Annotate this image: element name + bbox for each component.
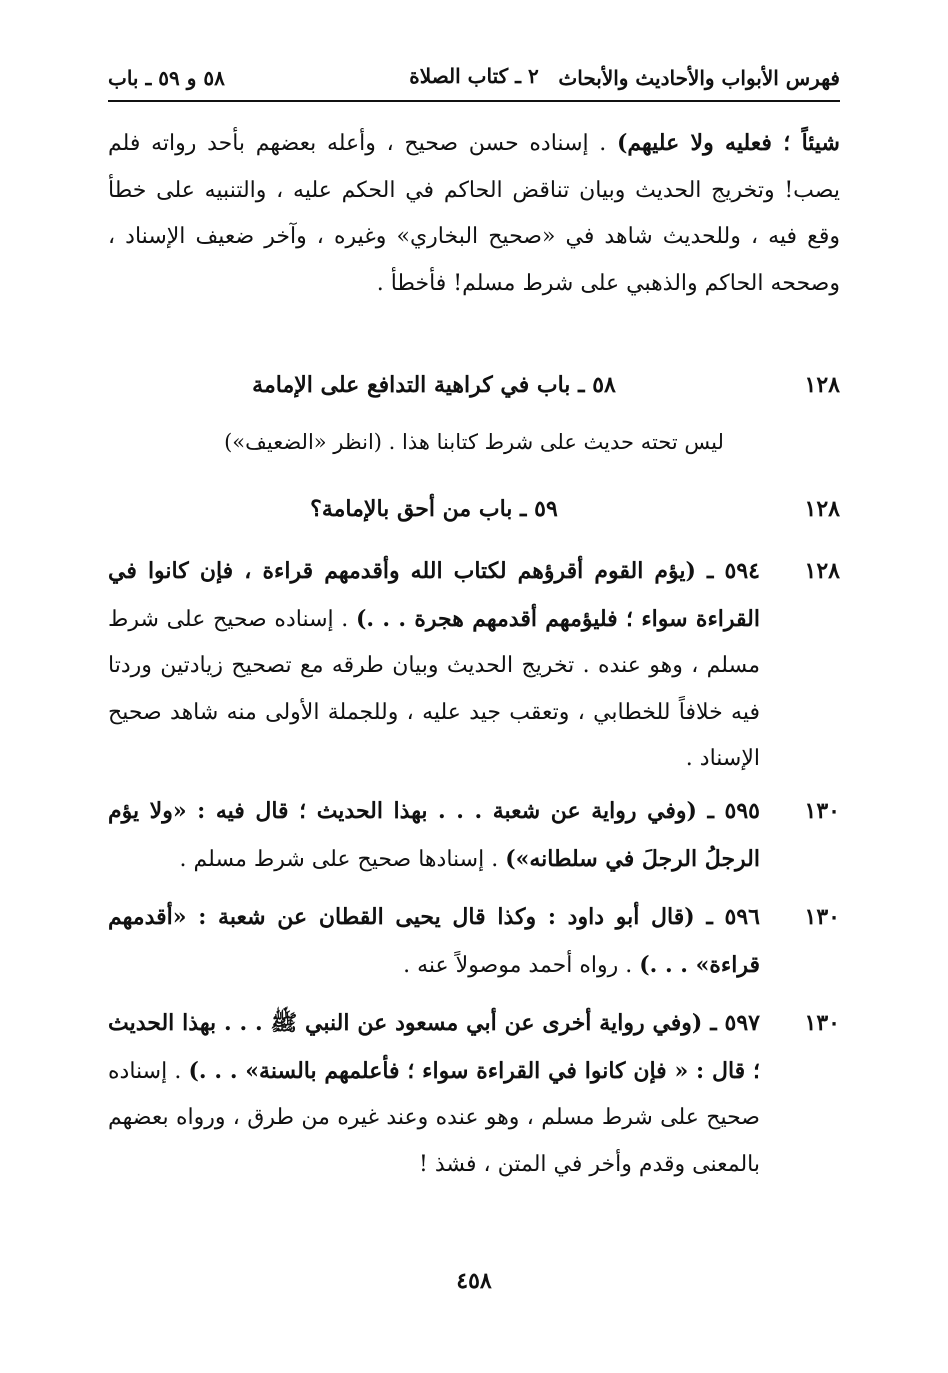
hadith-594-text: ٥٩٤ ـ (يؤم القوم أقرؤهم لكتاب الله وأقدمهم قراءة ، فإن كانوا في القراءة سواء ؛ فليؤمهم أقدمهم هجرة . . .) — [108, 558, 761, 632]
header-chapter-title: ٢ ـ كتاب الصلاة — [409, 64, 539, 88]
section-59-page-ref: ١٢٨ — [804, 496, 840, 522]
section-58-title: ٥٨ ـ باب في كراهية التدافع على الإمامة — [252, 372, 616, 398]
header-rule — [108, 100, 840, 102]
hadith-596-page-ref: ١٣٠ — [804, 904, 840, 930]
header-book-index-title: فهرس الأبواب والأحاديث والأبحاث — [558, 66, 840, 90]
hadith-595 — [108, 788, 840, 883]
section-59-title: ٥٩ ـ باب من أحق بالإمامة؟ — [310, 496, 558, 522]
section-59-heading — [108, 486, 840, 533]
hadith-597-page-ref: ١٣٠ — [804, 1010, 840, 1036]
section-58-heading — [108, 362, 840, 409]
hadith-597 — [108, 1000, 840, 1188]
hadith-596-text: ٥٩٦ ـ (قال أبو داود : وكذا قال يحيى القطان عن شعبة : «أقدمهم قراءة» . . .) — [108, 904, 760, 978]
hadith-594-commentary: . إسناده صحيح على شرط مسلم ، وهو عنده . تخريج الحديث وبيان طرقه مع تصحيح زيادتين وردتا فيه خلافاً للخطابي ، وتعقب جيد عليه ، وللجملة الأولى منه شاهد صحيح الإسناد . — [108, 606, 760, 771]
hadith-596 — [108, 894, 840, 989]
hadith-595-text: ٥٩٥ ـ (وفي رواية عن شعبة . . . بهذا الحديث ؛ قال فيه : «ولا يؤم الرجلُ الرجلَ في سلطانه») — [108, 798, 760, 872]
hadith-597-text: ٥٩٧ ـ (وفي رواية أخرى عن أبي مسعود عن النبي ﷺ . . . بهذا الحديث ؛ قال : « فإن كانوا في القراءة سواء ؛ فأعلمهم بالسنة» . . .) — [108, 1010, 760, 1084]
section-58-note: ليس تحته حديث على شرط كتابنا هذا . (انظر «الضعيف») — [224, 430, 724, 454]
running-header — [108, 58, 840, 98]
intro-text: . إسناده حسن صحيح ، وأعله بعضهم بأحد رواته فلم يصب! وتخريج الحديث وبيان تناقض الحاكم في الحكم عليه ، والتنبيه على خطأ وقع فيه ، وللحديث شاهد في «صحيح البخاري» وغيره ، وآخر ضعيف الإسناد ، وصححه الحاكم والذهبي على شرط مسلم! فأخطأ . — [108, 131, 840, 296]
page-number: ٤٥٨ — [456, 1268, 492, 1294]
hadith-594 — [108, 548, 840, 783]
intro-paragraph — [108, 120, 840, 307]
hadith-596-commentary: . رواه أحمد موصولاً عنه . — [403, 952, 640, 978]
intro-bold-text: شيئاً ؛ فعليه ولا عليهم) — [616, 130, 840, 156]
hadith-595-page-ref: ١٣٠ — [804, 798, 840, 824]
hadith-597-commentary: . إسناده صحيح على شرط مسلم ، وهو عنده وعند غيره من طرق ، ورواه بعضهم بالمعنى وقدم وأخر في المتن ، فشذ ! — [108, 1058, 760, 1177]
header-section-range: ٥٨ و ٥٩ ـ باب — [108, 66, 225, 90]
hadith-595-commentary: . إسنادها صحيح على شرط مسلم . — [179, 846, 506, 872]
section-58-page-ref: ١٢٨ — [804, 372, 840, 398]
hadith-594-page-ref: ١٢٨ — [804, 558, 840, 584]
